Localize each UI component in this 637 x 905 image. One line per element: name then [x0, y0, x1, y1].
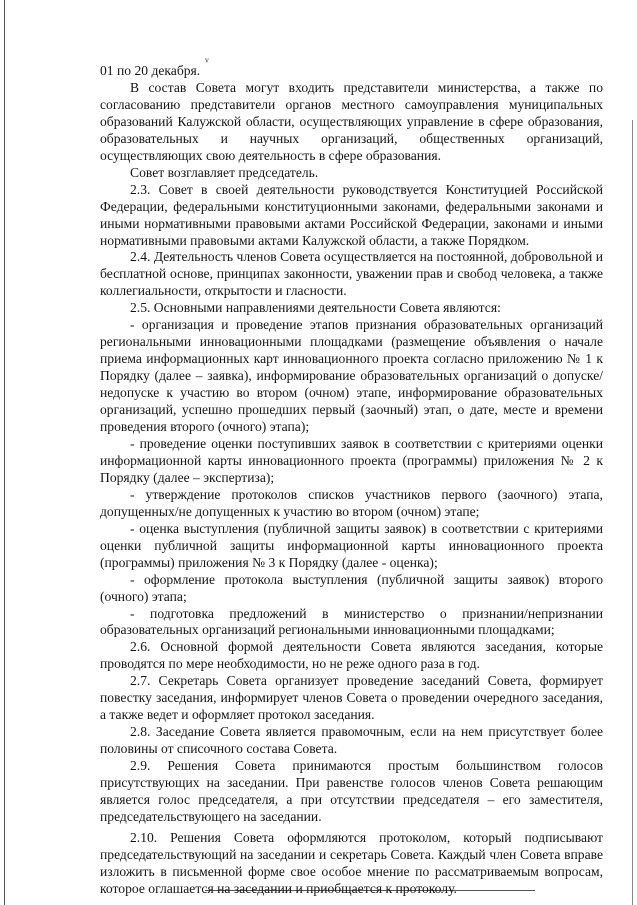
- paragraph-16: 2.10. Решения Совета оформляются протоколом, который подписывают председательствующий на заседании и секретарь Совета. Каждый член Совета вправе изложить в письменной форме свое особое мнение по рассматриваемым вопросам, которое оглашается на заседании и приобщается к протоколу.: [100, 829, 603, 896]
- paragraph-6: - организация и проведение этапов признания образовательных организаций региональными инновационными площадками (размещение объявления о начале приема информационных карт инновационного проекта согласно приложению № 1 к Порядку (далее – заявка), информирование образовательных организаций о допуске/недопуске к участию во втором (очном) этапе, информирование образовательных организаций, успешно прошедших первый (заочный) этап, о дате, месте и времени проведения второго (очного) этапа);: [100, 317, 603, 435]
- paragraph-4: 2.4. Деятельность членов Совета осуществляется на постоянной, добровольной и бесплатной основе, принципах законности, уважении прав и свобод человека, а также коллегиальности, открытости и гласности.: [100, 249, 603, 299]
- paragraph-9: - оценка выступления (публичной защиты заявок) в соответствии с критериями оценки публичной защиты информационной карты инновационного проекта (программы) приложения № 3 к Порядку (далее - оценка);: [100, 520, 603, 570]
- paragraph-2: Совет возглавляет председатель.: [130, 164, 319, 180]
- paragraph-7: - проведение оценки поступивших заявок в соответствии с критериями оценки информационной карты инновационного проекта (программы) приложения № 2 к Порядку (далее – экспертиза);: [100, 435, 603, 485]
- paragraph-0: 01 по 20 декабря.: [100, 63, 201, 78]
- checkmark: ᵛ: [205, 54, 209, 69]
- paragraph-8: - утверждение протоколов списков участников первого (заочного) этапа, допущенных/не допущенных к участию во втором (очном) этапе;: [100, 486, 603, 519]
- paragraph-14: 2.8. Заседание Совета является правомочным, если на нем присутствует более половины от списочного состава Совета.: [100, 724, 603, 757]
- paragraph-15: 2.9. Решения Совета принимаются простым большинством голосов присутствующих на заседании. При равенстве голосов членов Совета решающим является голос председателя, а при отсутствии председателя – его заместителя, председательствующего на заседании.: [100, 758, 603, 824]
- left-scan-edge: [4, 0, 5, 905]
- paragraph-12: 2.6. Основной формой деятельности Совета являются заседания, которые проводятся по мере необходимости, но не реже одного раза в год.: [100, 639, 603, 672]
- paragraph-3: 2.3. Совет в своей деятельности руководствуется Конституцией Российской Федерации, федеральными конституционными законами, федеральными законами и иными нормативными правовыми актами Российской Федерации, законами и иными нормативными правовыми актами Калужской области, а также Порядком.: [100, 181, 603, 248]
- right-scan-edge: [632, 120, 633, 905]
- paragraph-5: 2.5. Основными направлениями деятельности Совета являются:: [130, 300, 501, 316]
- paragraph-11: - подготовка предложений в министерство о признании/непризнании образовательных организаций региональными инновационными площадками;: [100, 605, 603, 638]
- paragraph-10: - оформление протокола выступления (публичной защиты заявок) второго (очного) этапа;: [100, 571, 603, 604]
- paragraph-13: 2.7. Секретарь Совета организует проведение заседаний Совета, формирует повестку заседания, информирует членов Совета о проведении очередного заседания, а также ведет и оформляет протокол заседания.: [100, 673, 603, 723]
- paragraph-1: В состав Совета могут входить представители министерства, а также по согласованию представители органов местного самоуправления муниципальных образований Калужской области, осуществляющих управление в сфере образования, образовательных и научных организаций, общественных организаций, осуществляющих свою деятельность в сфере образования.: [100, 79, 603, 163]
- document-body: [100, 63, 603, 898]
